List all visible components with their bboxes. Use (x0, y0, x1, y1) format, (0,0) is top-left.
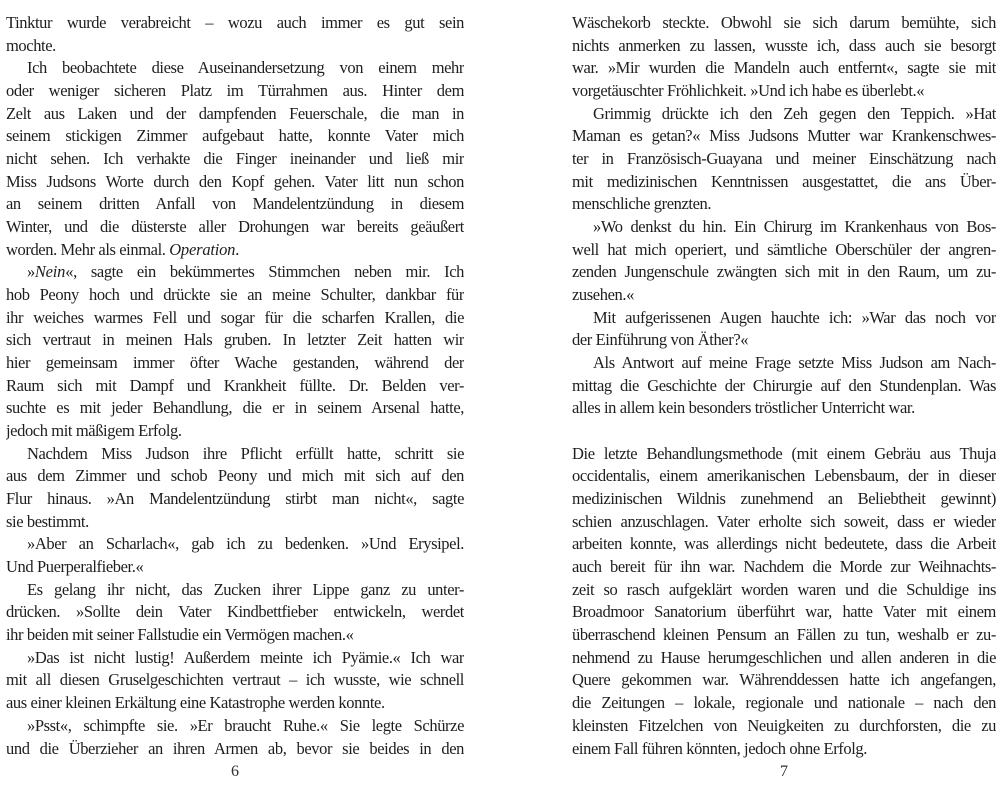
text-line: Miss Judsons Worte durch den Kopf gehen. Vater litt nun schon (6, 171, 464, 191)
text-line: Mit aufgerissenen Augen hauchte ich: »War das noch vor (593, 307, 996, 327)
text-line: nehmend zu Hause herumgeschlichen und allen anderen in die (572, 647, 996, 667)
text-line: mochte. (6, 35, 56, 55)
text-line: Tinktur wurde verabreicht – wozu auch immer es gut sein (6, 13, 464, 32)
text-line: worden. Mehr als einmal. Operation. (6, 239, 239, 259)
text-line: Es gelang ihr nicht, das Zucken ihrer Lippe ganz zu unter- (27, 579, 464, 599)
text-line: sich vertraut in meinen Hals gruben. In letzter Zeit hatten wir (6, 330, 464, 350)
text-line: Broadmoor Sanatorium überführt war, hatte Vater mit einem (572, 602, 996, 622)
text-line: »Das ist nicht lustig! Außerdem meinte ich Pyämie.« Ich war (27, 647, 464, 667)
text-line: aus einer kleinen Erkältung eine Katastrophe werden konnte. (6, 693, 385, 713)
text-line: zenden Jungenschule zwängten sich mit in den Raum, um zu- (572, 262, 996, 282)
text-line: Wäschekorb steckte. Obwohl sie sich darum bemühte, sich (572, 13, 996, 32)
text-line: aus dem Zimmer und schob Peony und mich mit sich auf den (6, 466, 464, 486)
text-line: medizinischen Wildnis zunehmend an Beliebtheit gewinnt) (572, 489, 996, 509)
text-line: ihr weiches warmes Fell und sogar für die scharfen Krallen, die (6, 307, 464, 327)
text-line: hier gemeinsam immer öfter Wache gestanden, während der (6, 353, 464, 373)
text-line: alles in allem kein besonders tröstlicher Unterricht war. (572, 398, 915, 418)
text-line: ter in Französisch-Guayana und meiner Einschätzung nach (572, 149, 996, 169)
text-line: Maman es getan?« Miss Judsons Mutter war Krankenschwes- (572, 126, 996, 146)
text-line: occidentalis, einem amerikanischen Lebensbaum, der in dieser (572, 466, 996, 486)
text-line: war. »Mir wurden die Mandeln auch entfernt«, sagte sie mit (572, 58, 996, 78)
text-line: Und Puerperalfieber.« (6, 557, 144, 577)
text-line: Raum sich mit Dampf und Krankheit füllte. Dr. Belden ver- (6, 375, 464, 395)
text-line: Die letzte Behandlungsmethode (mit einem Gebräu aus Thuja (572, 443, 996, 463)
text-line: Ich beobachtete diese Auseinandersetzung von einem mehr (27, 58, 464, 78)
text-line: mit medizinischen Kenntnissen ausgestattet, die ans Über- (572, 171, 996, 191)
text-line: Quere gekommen war. Währenddessen hatte ich angefangen, (572, 670, 996, 690)
text-line: ihr beiden mit seiner Fallstudie ein Vermögen machen.« (6, 625, 354, 645)
text-line: drücken. »Sollte dein Vater Kindbettfieber entwickeln, werdet (6, 602, 464, 622)
left-page-text (6, 12, 464, 760)
right-page-number: 7 (780, 763, 788, 780)
text-line: »Psst«, schimpfte sie. »Er braucht Ruhe.« Sie legte Schürze (27, 715, 464, 735)
text-line: oder weniger sicheren Platz im Türrahmen aus. Hinter dem (6, 81, 464, 101)
text-line: Flur hinaus. »An Mandelentzündung stirbt man nicht«, sagte (6, 489, 464, 509)
text-line: menschliche grenzten. (572, 194, 712, 214)
text-line: sie bestimmt. (6, 511, 89, 531)
text-line: »Nein«, sagte ein bekümmertes Stimmchen neben mir. Ich (27, 262, 464, 282)
text-line: Zelt aus Laken und der dampfenden Feuerschale, die man in (6, 103, 464, 123)
text-line: Als Antwort auf meine Frage setzte Miss Judson am Nach- (593, 353, 996, 373)
text-line: vorgetäuschter Fröhlichkeit. »Und ich habe es überlebt.« (572, 81, 925, 101)
left-page-number: 6 (231, 763, 239, 780)
left-page (6, 12, 464, 800)
text-line: arbeiten konnte, was allerdings nicht bedeutete, dass die Arbeit (572, 534, 996, 554)
text-line: auch bereit für ihn war. Nachdem die Morde zur Weihnachts- (572, 557, 996, 577)
text-line: Winter, und die düsterste aller Drohungen war bereits geäußert (6, 217, 464, 237)
text-line: suchte es mit jeder Behandlung, die er in seinem Arsenal hatte, (6, 398, 464, 418)
text-line: zeit so rasch aufgeklärt worden waren und die Schuldige ins (572, 579, 996, 599)
text-line: nicht sehen. Ich verhakte die Finger ineinander und ließ mir (6, 149, 464, 169)
text-line: nichts anmerken zu lassen, wusste ich, dass auch sie besorgt (572, 35, 996, 55)
text-line: die Zeitungen – lokale, regionale und nationale – nach den (572, 693, 996, 713)
text-line: Grimmig drückte ich den Zeh gegen den Teppich. »Hat (593, 103, 996, 123)
text-line: an seinem dritten Anfall von Mandelentzündung in diesem (6, 194, 464, 214)
right-page-text (572, 12, 996, 760)
text-line: Nachdem Miss Judson ihre Pflicht erfüllt hatte, schritt sie (27, 443, 464, 463)
text-line: jedoch mit mäßigem Erfolg. (6, 421, 182, 441)
text-line: mittag die Geschichte der Chirurgie auf den Stundenplan. Was (572, 375, 996, 395)
right-page (572, 12, 996, 800)
text-line: well hat mich operiert, und sämtliche Oberschüler der angren- (572, 239, 996, 259)
text-line: der Einführung von Äther?« (572, 330, 749, 350)
text-line: hob Peony hoch und drückte sie an meine Schulter, dankbar für (6, 285, 464, 305)
text-line: zusehen.« (572, 285, 634, 305)
text-line: einem Fall führen könnten, jedoch ohne Erfolg. (572, 738, 868, 758)
text-line: überraschend kleinen Pensum an Fällen zu tun, weshalb er zu- (572, 625, 996, 645)
text-line: »Aber an Scharlach«, gab ich zu bedenken. »Und Erysipel. (27, 534, 464, 554)
text-line: seinem stickigen Zimmer aufgebaut hatte, konnte Vater mich (6, 126, 464, 146)
text-line: und die Überzieher an ihren Armen ab, bevor sie beides in den (6, 738, 464, 758)
text-line: kleinsten Fitzelchen von Neuigkeiten zu durchforsten, die zu (572, 715, 996, 735)
text-line: schien anzuschlagen. Vater erholte sich soweit, dass er wieder (572, 511, 996, 531)
text-line: »Wo denkst du hin. Ein Chirurg im Krankenhaus von Bos- (593, 217, 996, 237)
text-line: mit all diesen Gruselgeschichten vertraut – ich wusste, wie schnell (6, 670, 464, 690)
